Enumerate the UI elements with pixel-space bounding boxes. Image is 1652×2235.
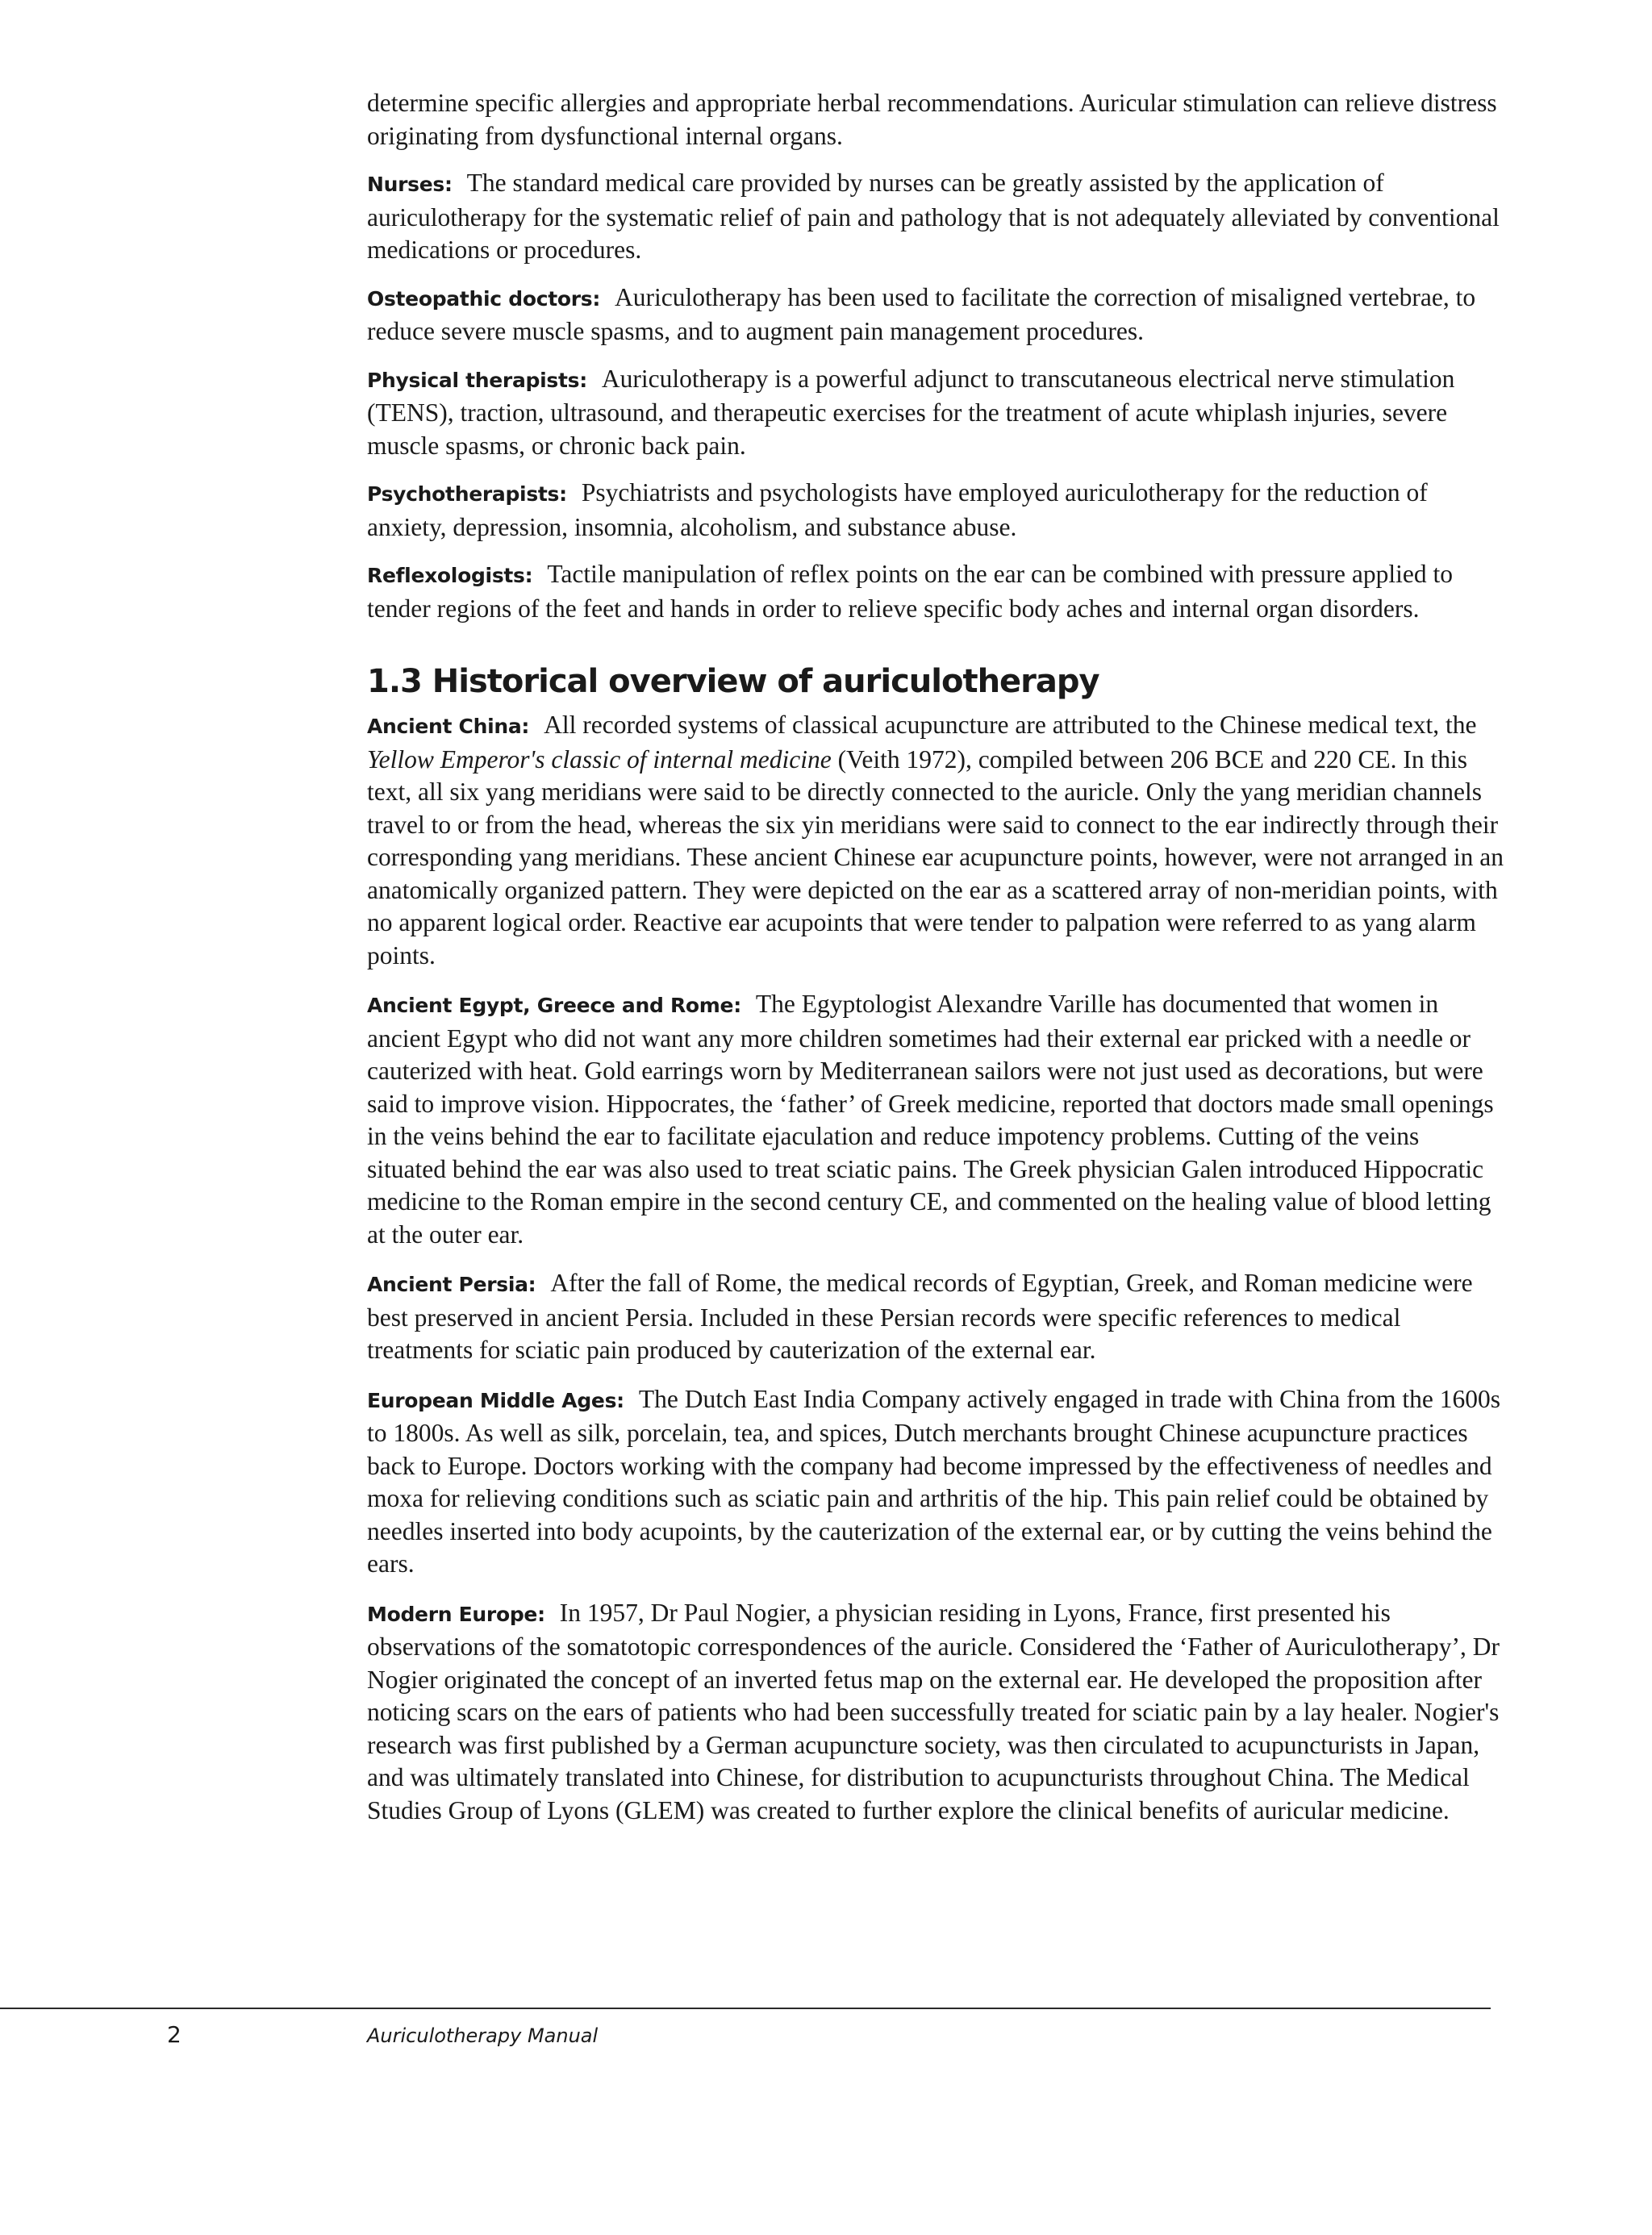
history-paragraph-ancient-china [367,709,1504,972]
paragraph-label: Ancient Egypt, Greece and Rome: [367,994,741,1017]
paragraph-text: Tactile manipulation of reflex points on the ear can be combined with pressure applied to tender regions of the feet and hands in order to relieve specific body aches and internal organ disorders. [367,560,1454,623]
paragraph-text: Auriculotherapy has been used to facilitate the correction of misaligned vertebrae, to reduce severe muscle spasms, and to augment pain management procedures. [367,282,1476,345]
page-body [367,87,1504,1843]
book-title: Yellow Emperor's classic of internal medicine [367,744,832,773]
history-paragraph-modern-europe [367,1597,1504,1828]
paragraph-label: Ancient Persia: [367,1273,536,1296]
paragraph-label: Reflexologists: [367,564,533,587]
history-paragraph-ancient-persia [367,1267,1504,1367]
paragraph-text: (Veith 1972), compiled between 206 BCE and 220 CE. In this text, all six yang meridians were said to be directly connected to the auricle. Only the yang meridian channels travel to or from the head, whereas the six yin meridians were said to connect to the ear indirectly through their corresponding yang meridians. These ancient Chinese ear acupuncture points, however, were not arranged in an anatomically organized pattern. They were depicted on the ear as a scattered array of non-meridian points, with no apparent logical order. Reactive ear acupoints that were tender to palpation were referred to as yang alarm points. [367,744,1504,969]
paragraph-label: Psychotherapists: [367,482,567,506]
paragraph-label: Modern Europe: [367,1602,545,1626]
paragraph-label: Ancient China: [367,715,530,738]
paragraph-text: All recorded systems of classical acupuncture are attributed to the Chinese medical text, the [544,711,1477,739]
paragraph-text: The Egyptologist Alexandre Varille has documented that women in ancient Egypt who did not want any more children sometimes had their external ear pricked with a needle or cauterized with heat. Gold earrings worn by Mediterranean sailors were not just used as decorations, but were said to improve vision. Hippocrates, the ‘father’ of Greek medicine, reported that doctors made small openings in the veins behind the ear to facilitate ejaculation and reduce impotency problems. Cutting of the veins situated behind the ear was also used to treat sciatic pains. The Greek physician Galen introduced Hippocratic medicine to the Roman empire in the second century CE, and commented on the healing value of blood letting at the outer ear. [367,990,1494,1249]
paragraph-label: Nurses: [367,173,453,196]
paragraph-text: The Dutch East India Company actively engaged in trade with China from the 1600s to 1800s. As well as silk, porcelain, tea, and spices, Dutch merchants brought Chinese acupuncture practices back to Europe. Doctors working with the company had become impressed by the effectiveness of needles and moxa for relieving conditions such as sciatic pain and arthritis of the hip. This pain relief could be obtained by needles inserted into body acupoints, by the cauterization of the external ear, or by cutting the veins behind the ears. [367,1384,1500,1578]
paragraph-text: In 1957, Dr Paul Nogier, a physician residing in Lyons, France, first presented his observations of the somatotopic correspondences of the auricle. Considered the ‘Father of Auriculotherapy’, Dr Nogier originated the concept of an inverted fetus map on the external ear. He developed the proposition after noticing scars on the ears of patients who had been successfully treated for sciatic pain by a lay healer. Nogier's research was first published by a German acupuncture society, was then circulated to acupuncturists in Japan, and was ultimately translated into Chinese, for distribution to acupuncturists throughout China. The Medical Studies Group of Lyons (GLEM) was created to further explore the clinical benefits of auricular medicine. [367,1598,1500,1824]
footer-rule-left [0,2008,202,2009]
paragraph-label: European Middle Ages: [367,1388,624,1412]
intro-text: determine specific allergies and appropriate herbal recommendations. Auricular stimulation can relieve distress originating from dysfunctional internal organs. [367,89,1497,150]
paragraph-label: Osteopathic doctors: [367,286,601,311]
specialty-paragraph-reflexologists [367,558,1504,625]
paragraph-text: The standard medical care provided by nurses can be greatly assisted by the application of auriculotherapy for the systematic relief of pain and pathology that is not adequately alleviated by conventional medications or procedures. [367,169,1500,264]
paragraph-label: Physical therapists: [367,368,587,392]
history-paragraph-egypt-greece-rome [367,988,1504,1251]
intro-paragraph [367,87,1504,152]
section-heading: 1.3 Historical overview of auriculotherapy [367,663,1099,700]
paragraph-text: After the fall of Rome, the medical records of Egyptian, Greek, and Roman medicine were best preserved in ancient Persia. Included in these Persian records were specific references to medical treatments for sciatic pain produced by cauterization of the external ear. [367,1269,1473,1364]
footer-rule-right [202,2008,1491,2009]
page-number: 2 [167,2021,181,2048]
paragraph-text: Psychiatrists and psychologists have employed auriculotherapy for the reduction of anxiety, depression, insomnia, alcoholism, and substance abuse. [367,478,1428,541]
specialty-paragraph-psychotherapists [367,477,1504,544]
running-title: Auriculotherapy Manual [367,2024,599,2047]
specialty-paragraph-physical-therapists [367,363,1504,463]
specialty-paragraph-osteopathic [367,281,1504,348]
history-paragraph-european-middle-ages [367,1383,1504,1581]
specialty-paragraph-nurses [367,167,1504,267]
paragraph-text: Auriculotherapy is a powerful adjunct to transcutaneous electrical nerve stimulation (TENS), traction, ultrasound, and therapeutic exercises for the treatment of acute whiplash injuries, severe muscle spasms, or chronic back pain. [367,364,1455,460]
